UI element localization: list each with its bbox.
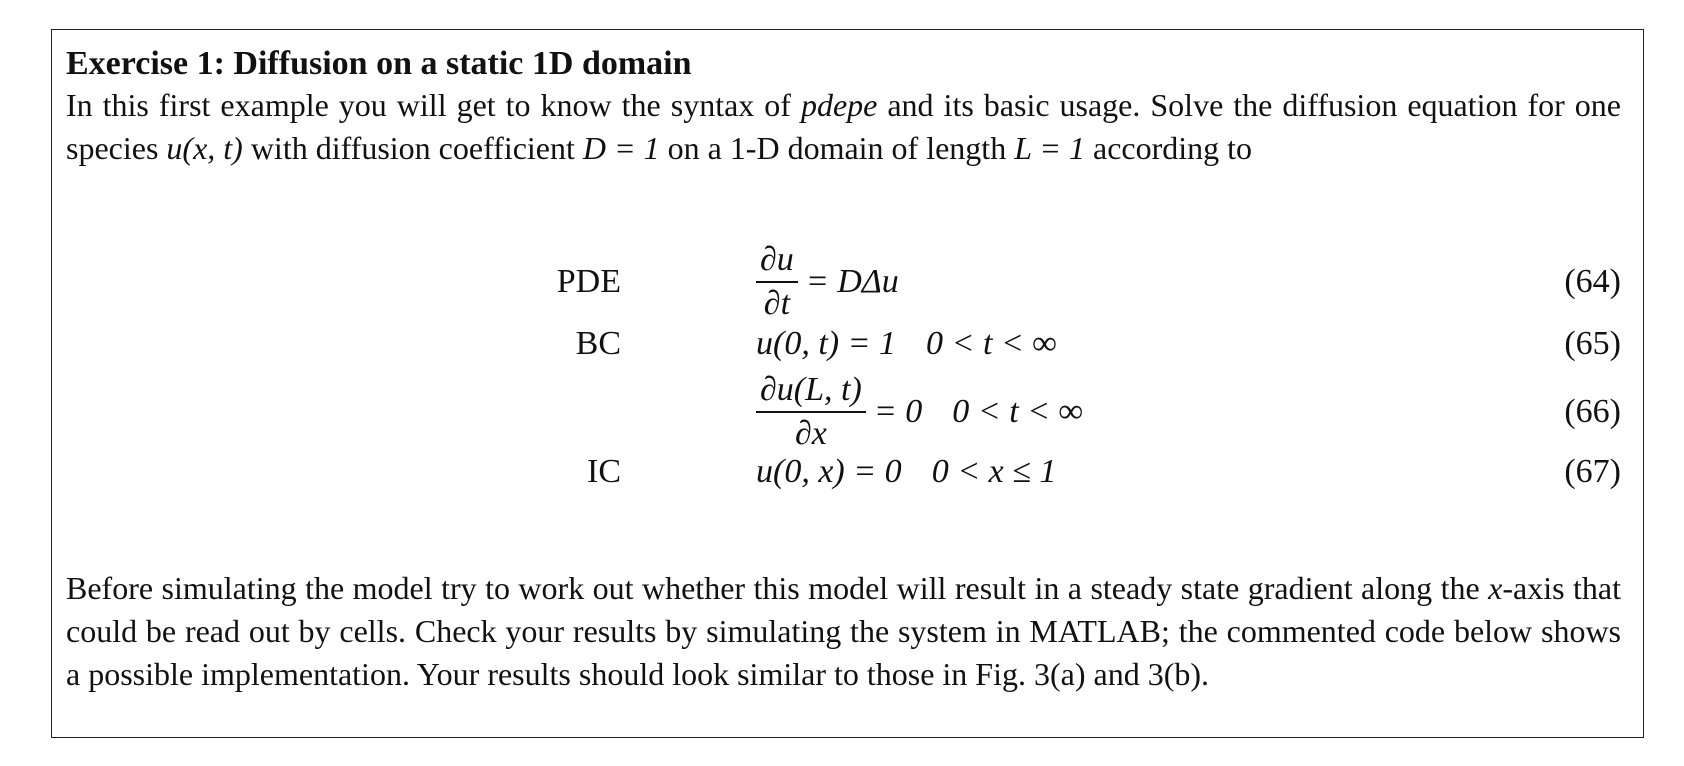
equation-rhs: = 0 [873, 393, 923, 430]
diffusion-coef-expr: D = 1 [582, 130, 660, 166]
equation-condition: 0 < t < ∞ [926, 325, 1057, 362]
equation-number: (64) [1564, 263, 1621, 300]
pdepe-term: pdepe [800, 87, 878, 123]
equation-body [756, 453, 1056, 491]
equation-body [756, 325, 1057, 363]
domain-length-expr: L = 1 [1014, 130, 1085, 166]
intro-text-2: and its basic usage. Solve the diffusion equation for one species [66, 87, 1622, 166]
axis-variable: x [1488, 570, 1503, 606]
intro-text-5: according to [1085, 130, 1253, 166]
equation-body [756, 241, 899, 323]
fraction-denominator: ∂x [794, 415, 827, 452]
equation-number: (66) [1564, 393, 1621, 430]
closing-text-2: -axis that could be read out by cells. Check your results by simulating the system in MATLAB; the commented code below shows a possible implementation. Your results should look similar to those in Fig. 3(a) and 3(b). [66, 570, 1622, 692]
exercise-box [51, 29, 1644, 738]
equation-label: PDE [556, 263, 621, 300]
equation-rhs: = DΔu [805, 263, 899, 300]
equation-condition: 0 < x ≤ 1 [931, 453, 1057, 490]
equation-rhs: u(0, x) = 0 [756, 453, 902, 490]
fraction-numerator: ∂u(L, t) [756, 371, 866, 413]
closing-paragraph [66, 567, 1621, 696]
closing-text-1: Before simulating the model try to work out whether this model will result in a steady state gradient along the [66, 570, 1489, 606]
fraction [756, 241, 798, 323]
fraction-denominator: ∂t [763, 285, 791, 322]
equation-rhs: u(0, t) = 1 [756, 325, 897, 362]
intro-text-1: In this first example you will get to know the syntax of [66, 87, 801, 123]
equation-label: BC [575, 325, 621, 362]
species-expr: u(x, t) [166, 130, 243, 166]
equation-number: (67) [1564, 453, 1621, 490]
equation-condition: 0 < t < ∞ [952, 393, 1083, 430]
equation-label: IC [587, 453, 621, 490]
exercise-content [66, 44, 1622, 692]
fraction [756, 371, 866, 453]
intro-text-3: with diffusion coefficient [242, 130, 583, 166]
equation-body [756, 371, 1083, 453]
intro-paragraph [66, 84, 1621, 170]
fraction-numerator: ∂u [756, 241, 798, 283]
exercise-title: Exercise 1: Diffusion on a static 1D domain [66, 45, 692, 82]
equation-number: (65) [1564, 325, 1621, 362]
intro-text-4: on a 1-D domain of length [659, 130, 1015, 166]
